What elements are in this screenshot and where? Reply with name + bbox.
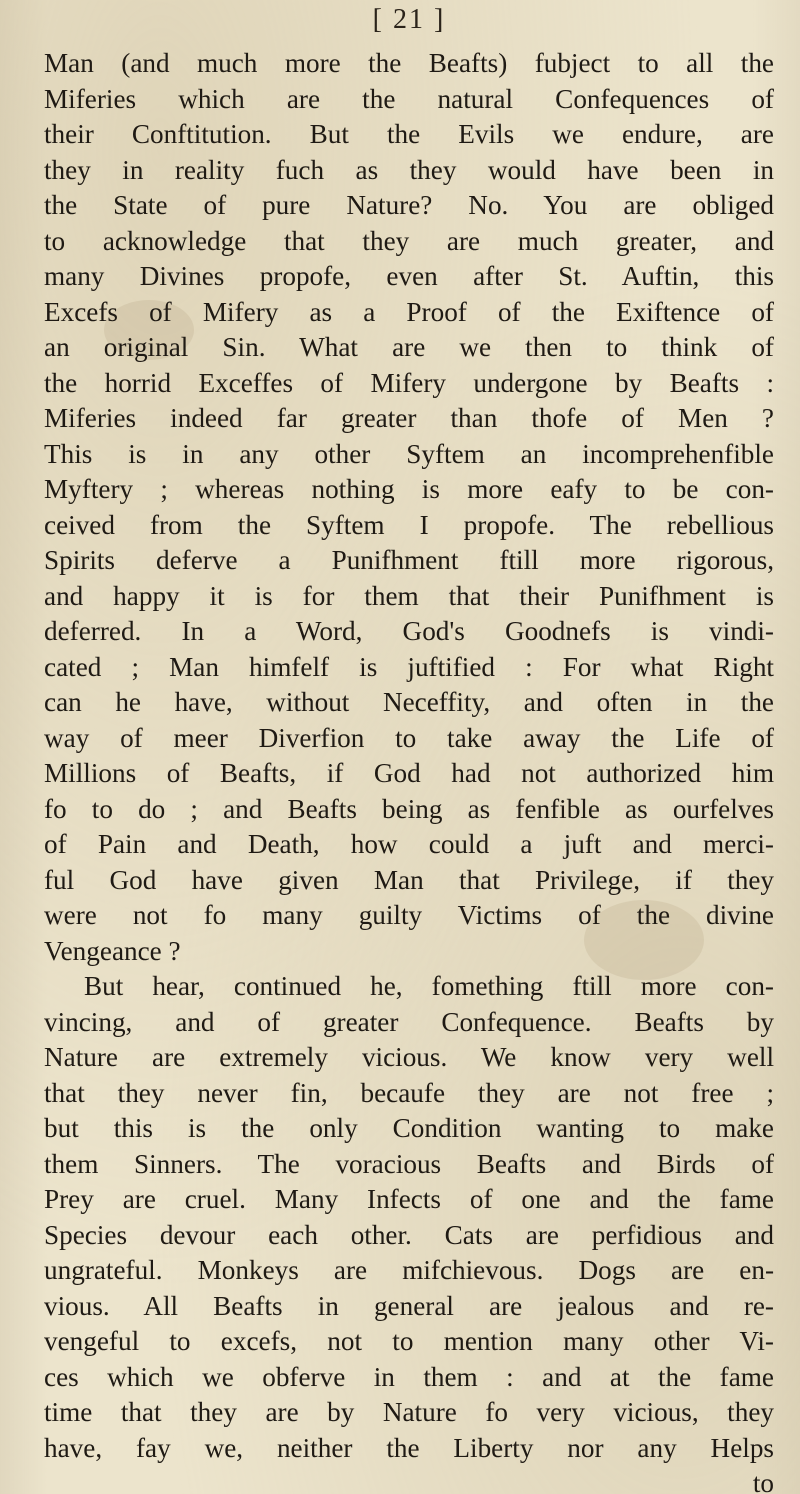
text-line: Nature are extremely vicious. We know very well xyxy=(44,1042,774,1072)
text-line: Miferies which are the natural Confequences of xyxy=(44,83,774,114)
text-line: and happy it is for them that their Punifhment is xyxy=(44,580,774,611)
text-line: cated ; Man himfelf is juftified : For what Right xyxy=(44,651,774,682)
page-number: [ 21 ] xyxy=(372,4,446,35)
text-line: the horrid Exceffes of Mifery undergone by Beafts : xyxy=(44,367,774,398)
text-line: can he have, without Neceffity, and often in the xyxy=(44,687,774,717)
text-line: many Divines propofe, even after St. Auftin, this xyxy=(44,261,774,291)
text-line: to acknowledge that they are much greater, and xyxy=(44,225,774,256)
text-line: deferred. In a Word, God's Goodnefs is vindi- xyxy=(44,616,774,646)
text-line: ceived from the Syftem I propofe. The rebellious xyxy=(44,509,774,540)
text-line: way of meer Diverfion to take away the Life of xyxy=(44,722,774,753)
text-line: their Conftitution. But the Evils we endure, are xyxy=(44,119,774,149)
catchword: to xyxy=(752,1468,774,1494)
text-line: time that they are by Nature fo very vicious, they xyxy=(44,1397,774,1427)
text-line: Prey are cruel. Many Infects of one and the fame xyxy=(44,1184,774,1214)
text-line: Millions of Beafts, if God had not authorized him xyxy=(44,758,774,788)
text-line: Spirits deferve a Punifhment ftill more rigorous, xyxy=(44,545,774,575)
paragraph-start-line: But hear, continued he, fomething ftill more con- xyxy=(84,971,774,1001)
text-line: vincing, and of greater Confequence. Beafts by xyxy=(44,1006,774,1037)
text-line: Vengeance ? xyxy=(44,935,181,966)
text-line: but this is the only Condition wanting to make xyxy=(44,1113,774,1143)
text-line: them Sinners. The voracious Beafts and Birds of xyxy=(44,1148,774,1179)
text-line: Species devour each other. Cats are perfidious and xyxy=(44,1219,774,1250)
text-line: fo to do ; and Beafts being as fenfible as ourfelves xyxy=(44,793,774,824)
body-text xyxy=(44,46,774,1494)
text-line: were not fo many guilty Victims of the divine xyxy=(44,900,774,930)
text-line: vious. All Beafts in general are jealous and re- xyxy=(44,1290,774,1321)
text-line: ungrateful. Monkeys are mifchievous. Dogs are en- xyxy=(44,1255,774,1285)
text-line: ces which we obferve in them : and at the fame xyxy=(44,1361,774,1392)
text-line: of Pain and Death, how could a juft and merci- xyxy=(44,829,774,859)
text-line: ful God have given Man that Privilege, if they xyxy=(44,864,774,895)
text-line: the State of pure Nature? No. You are obliged xyxy=(44,190,774,220)
text-line: they in reality fuch as they would have been in xyxy=(44,154,774,185)
text-line: Man (and much more the Beafts) fubject to all the xyxy=(44,48,774,78)
text-line: that they never fin, becaufe they are not free ; xyxy=(44,1077,774,1108)
text-line: vengeful to excefs, not to mention many other Vi- xyxy=(44,1326,774,1356)
text-line: Miferies indeed far greater than thofe of Men ? xyxy=(44,403,774,433)
text-line: Excefs of Mifery as a Proof of the Exiftence of xyxy=(44,296,774,327)
text-line: Myftery ; whereas nothing is more eafy to be con- xyxy=(44,474,774,504)
text-line: have, fay we, neither the Liberty nor any Helps xyxy=(44,1432,774,1463)
text-line: This is in any other Syftem an incomprehenfible xyxy=(44,438,774,469)
book-page xyxy=(44,0,774,1494)
text-line: an original Sin. What are we then to think of xyxy=(44,332,774,362)
